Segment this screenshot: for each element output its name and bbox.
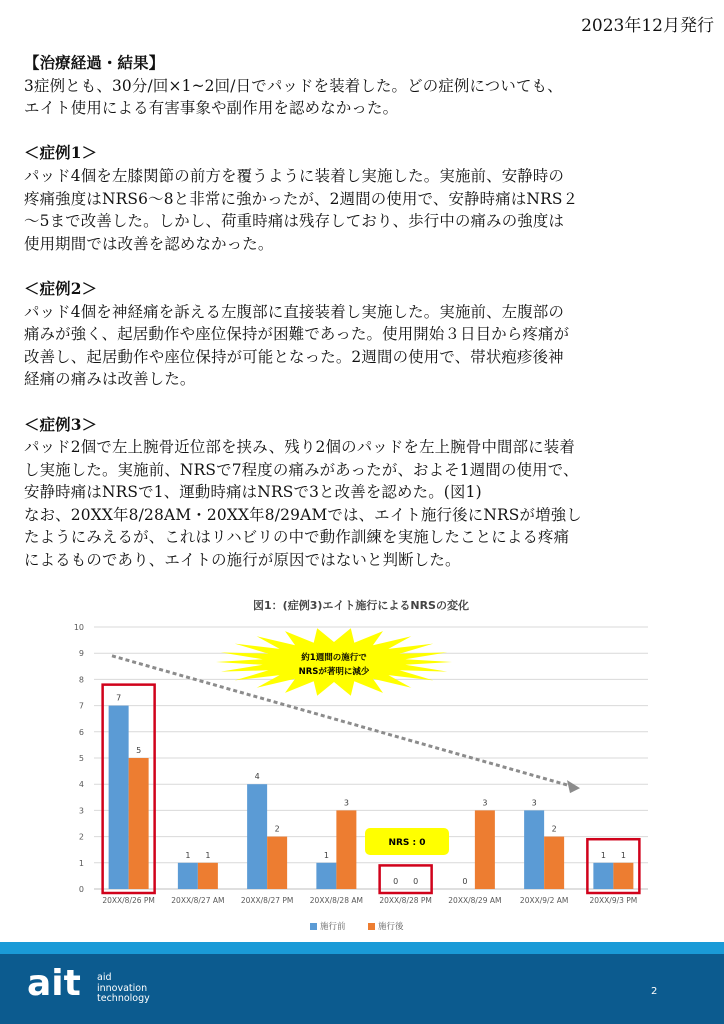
bar-value-label: 2 bbox=[551, 824, 557, 834]
bar-value-label: 7 bbox=[116, 693, 122, 703]
y-tick-label: 8 bbox=[78, 675, 84, 685]
x-tick-label: 20XX/8/26 PM bbox=[102, 896, 155, 905]
section-heading: 【治療経過・結果】 bbox=[24, 54, 165, 72]
logo-wordmark: ait bbox=[27, 964, 81, 1004]
burst-text: 約1週間の施行で bbox=[301, 653, 367, 663]
nrs-bar-chart bbox=[64, 592, 658, 942]
bar-value-label: 1 bbox=[185, 850, 191, 860]
y-tick-label: 1 bbox=[78, 858, 84, 868]
x-tick-label: 20XX/8/28 AM bbox=[309, 896, 363, 905]
burst-text: NRSが著明に減少 bbox=[298, 667, 370, 677]
bar-before bbox=[316, 863, 336, 889]
ait-logo bbox=[27, 964, 91, 1008]
case1-line: 〜5まで改善した。しかし、荷重時痛は残存しており、歩行中の痛みの強度は bbox=[24, 212, 565, 231]
bar-before bbox=[247, 784, 267, 889]
x-tick-label: 20XX/8/28 PM bbox=[379, 896, 432, 905]
case3-line: パッド2個で左上腕骨近位部を挟み、残り2個のパッドを左上腕骨中間部に装着 bbox=[24, 438, 575, 457]
bar-value-label: 5 bbox=[136, 746, 142, 755]
bar-after bbox=[198, 863, 218, 889]
y-tick-label: 0 bbox=[78, 885, 84, 894]
x-tick-label: 20XX/9/3 PM bbox=[589, 896, 638, 905]
bar-value-label: 0 bbox=[393, 877, 399, 886]
case2-line: 痛みが強く、起居動作や座位保持が困難であった。使用開始３日目から疼痛が bbox=[24, 325, 570, 344]
case2-title: ＜症例2＞ bbox=[24, 279, 98, 298]
logo-line: innovation bbox=[97, 982, 148, 994]
case1-title: ＜症例1＞ bbox=[24, 144, 98, 163]
chart-title: 図1：(症例3)エイト施行によるNRSの変化 bbox=[253, 599, 469, 612]
bar-after bbox=[544, 837, 564, 889]
y-tick-label: 5 bbox=[78, 754, 84, 763]
bar-value-label: 2 bbox=[274, 824, 280, 834]
case2-line: 改善し、起居動作や座位保持が可能となった。2週間の使用で、帯状疱疹後神 bbox=[24, 347, 564, 366]
document-body bbox=[24, 52, 702, 572]
x-tick-label: 20XX/8/29 AM bbox=[448, 896, 502, 905]
case2-line: パッド4個を神経痛を訴える左腹部に直接装着し実施した。実施前、左腹部の bbox=[24, 302, 565, 321]
y-tick-label: 4 bbox=[78, 780, 84, 790]
bar-value-label: 1 bbox=[620, 850, 626, 860]
y-tick-label: 9 bbox=[78, 649, 84, 659]
case2-line: 経痛の痛みは改善した。 bbox=[24, 370, 196, 389]
bar-value-label: 1 bbox=[205, 850, 211, 860]
bar-after bbox=[613, 863, 633, 889]
bar-after bbox=[267, 837, 287, 889]
bar-value-label: 3 bbox=[482, 798, 488, 808]
nrs-chart bbox=[64, 592, 658, 942]
logo-line: technology bbox=[97, 993, 150, 1004]
bar-value-label: 0 bbox=[462, 877, 468, 886]
intro-line: エイト使用による有害事象や副作用を認めなかった。 bbox=[24, 99, 399, 118]
y-tick-label: 6 bbox=[78, 727, 84, 737]
case1-line: 疼痛強度はNRS6〜8と非常に強かったが、2週間の使用で、安静時痛はNRS２ bbox=[24, 189, 579, 208]
page-number: 2 bbox=[651, 986, 658, 997]
bar-after bbox=[336, 810, 356, 889]
x-tick-label: 20XX/9/2 AM bbox=[519, 896, 569, 905]
bar-before bbox=[178, 863, 198, 889]
legend-swatch bbox=[368, 923, 375, 930]
case3-line: なお、20XX年8/28AM・20XX年8/29AMでは、エイト施行後にNRSが増強し bbox=[24, 505, 582, 524]
case3-line: し実施した。実施前、NRSで7程度の痛みがあったが、およそ1週間の使用で、 bbox=[24, 460, 579, 479]
x-tick-label: 20XX/8/27 AM bbox=[171, 896, 225, 905]
bar-after bbox=[475, 810, 495, 889]
bar-after bbox=[129, 758, 149, 889]
bar-before bbox=[593, 863, 613, 889]
bar-value-label: 3 bbox=[531, 798, 537, 808]
bar-value-label: 0 bbox=[413, 877, 419, 886]
nrs-callout-text: NRS : 0 bbox=[388, 838, 426, 848]
case1-line: 使用期間では改善を認めなかった。 bbox=[24, 234, 274, 253]
case3-line: 安静時痛はNRSで1、運動時痛はNRSで3と改善を認めた。(図1) bbox=[24, 483, 482, 502]
x-tick-label: 20XX/8/27 PM bbox=[240, 896, 294, 905]
case1-line: パッド4個を左膝関節の前方を覆うように装着し実施した。実施前、安静時の bbox=[24, 166, 565, 185]
legend-swatch bbox=[310, 923, 317, 930]
y-tick-label: 3 bbox=[78, 806, 84, 816]
legend-label: 施行後 bbox=[378, 922, 404, 932]
footer-stripe bbox=[0, 942, 724, 954]
case3-title: ＜症例3＞ bbox=[24, 415, 98, 434]
y-tick-label: 2 bbox=[78, 832, 84, 842]
intro-line: 3症例とも、30分/回×1~2回/日でパッドを装着した。どの症例についても、 bbox=[24, 76, 563, 95]
case3-line: たようにみえるが、これはリハビリの中で動作訓練を実施したことによる疼痛 bbox=[24, 528, 570, 547]
logo-tagline bbox=[97, 973, 150, 1005]
bar-value-label: 4 bbox=[254, 772, 260, 782]
bar-before bbox=[524, 810, 544, 889]
logo-line: aid bbox=[97, 972, 112, 983]
bar-before bbox=[109, 706, 129, 889]
bar-value-label: 1 bbox=[600, 850, 606, 860]
y-tick-label: 7 bbox=[78, 701, 84, 711]
issue-date: 2023年12月発行 bbox=[581, 16, 714, 36]
bar-value-label: 3 bbox=[343, 798, 349, 808]
legend-label: 施行前 bbox=[320, 922, 346, 932]
case3-line: によるものであり、エイトの施行が原因ではないと判断した。 bbox=[24, 551, 461, 570]
bar-value-label: 1 bbox=[323, 850, 329, 860]
y-tick-label: 10 bbox=[73, 623, 84, 632]
